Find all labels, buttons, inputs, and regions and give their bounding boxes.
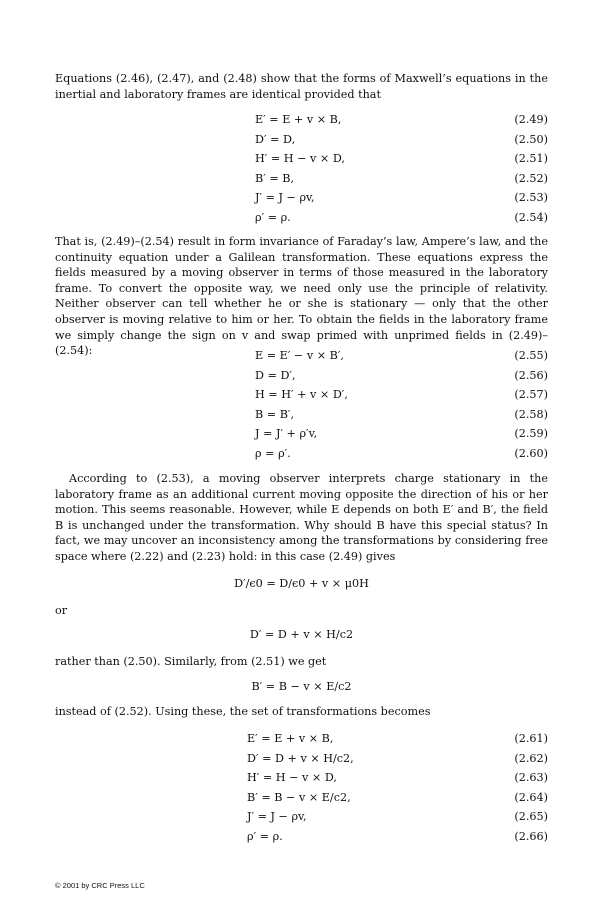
paragraph-inconsistency: According to (2.53), a moving observer interprets charge stationary in the laboratory frame as an additional current moving opposite the direction of his or her motion. This seems reasonable. However, while E depends on both E′ and B′, the field B is unchanged under the transformation. Why should B have this special status? In fact, we may uncover an inconsistency among the transformations by considering free space where (2.22) and (2.23) hold: in this case (2.49) gives [55,472,548,563]
equation-row [55,768,548,788]
equation-row [55,788,548,808]
equation-number: (2.58) [514,407,548,421]
equation-row [55,405,548,425]
equation: ρ′ = ρ. [247,829,283,843]
equation-row [55,749,548,769]
equation-row [55,385,548,405]
equation-row [55,424,548,444]
equation: E = E′ − v × B′, [255,349,344,362]
equation: J′ = J − ρv, [247,810,307,824]
equation-number: (2.53) [514,191,548,205]
equation-row [55,444,548,464]
equation-row [55,169,548,189]
equation: J′ = J − ρv, [255,191,315,205]
equation-number: (2.59) [514,427,548,441]
equation-set-2-49-to-2-54 [55,110,548,228]
equation: H′ = H − v × D, [255,152,345,166]
equation-row [55,807,548,827]
equation-d-prime: D′ = D + v × H/c2 [249,628,354,641]
equation-number: (2.55) [514,349,548,362]
equation-number: (2.50) [514,132,548,146]
equation-number: (2.51) [514,152,548,166]
equation-row [55,346,548,366]
equation: E′ = E + v × B, [247,732,334,745]
equation: J = J′ + ρ′v, [255,427,318,441]
equation-number: (2.57) [514,388,548,402]
equation-number: (2.52) [514,171,548,185]
paragraph-form-invariance: That is, (2.49)–(2.54) result in form invariance of Faraday’s law, Ampere’s law, and the continuity equation under a Galilean transformation. These equations express the fields measured by a moving observer in terms of those measured in the laboratory frame. To convert the opposite way, we need only use the principle of relativity. Neither observer can tell whether he or she is stationary — only that the other observer is moving relative to him or her. To obtain the fields in the laboratory frame we simply change the sign on v and swap primed with unprimed fields in (2.49)–(2.54): [55,235,548,358]
equation-row [55,827,548,847]
equation-number: (2.56) [514,368,548,382]
equation-row [55,729,548,749]
equation: ρ = ρ′. [255,446,291,460]
equation-row [55,149,548,169]
equation: B′ = B, [255,171,295,185]
equation: ρ′ = ρ. [255,210,291,224]
equation-set-2-55-to-2-60 [55,346,548,464]
text-rather-than: rather than (2.50). Similarly, from (2.51) we get [55,655,327,668]
paragraph-intro: Equations (2.46), (2.47), and (2.48) show that the forms of Maxwell’s equations in the inertial and laboratory frames are identical provided that [55,72,548,101]
word-or: or [55,604,68,617]
equation: E′ = E + v × B, [255,113,342,126]
text-instead-of: instead of (2.52). Using these, the set of transformations becomes [55,705,431,718]
equation-d-prime-over-epsilon: D′/ϵ0 = D/ϵ0 + v × μ0H [234,577,369,590]
equation-number: (2.61) [514,732,548,745]
equation-row [55,110,548,130]
equation-number: (2.49) [514,113,548,126]
equation: D = D′, [255,368,296,382]
equation-row [55,130,548,150]
equation-number: (2.54) [514,210,548,224]
equation-b-prime: B′ = B − v × E/c2 [251,680,352,693]
equation-number: (2.63) [514,771,548,785]
equation-number: (2.62) [514,751,548,765]
equation: D′ = D, [255,132,296,146]
equation-set-2-61-to-2-66 [55,729,548,847]
equation: D′ = D + v × H/c2, [247,751,354,765]
equation-row [55,188,548,208]
equation-number: (2.60) [514,446,548,460]
equation-number: (2.65) [514,810,548,824]
equation-row [55,366,548,386]
equation-number: (2.66) [514,829,548,843]
equation: H = H′ + v × D′, [255,388,348,402]
equation: B = B′, [255,407,295,421]
equation: B′ = B − v × E/c2, [247,790,351,804]
equation: H′ = H − v × D, [247,771,337,785]
equation-number: (2.64) [514,790,548,804]
copyright-footer: © 2001 by CRC Press LLC [55,881,145,890]
equation-row [55,208,548,228]
